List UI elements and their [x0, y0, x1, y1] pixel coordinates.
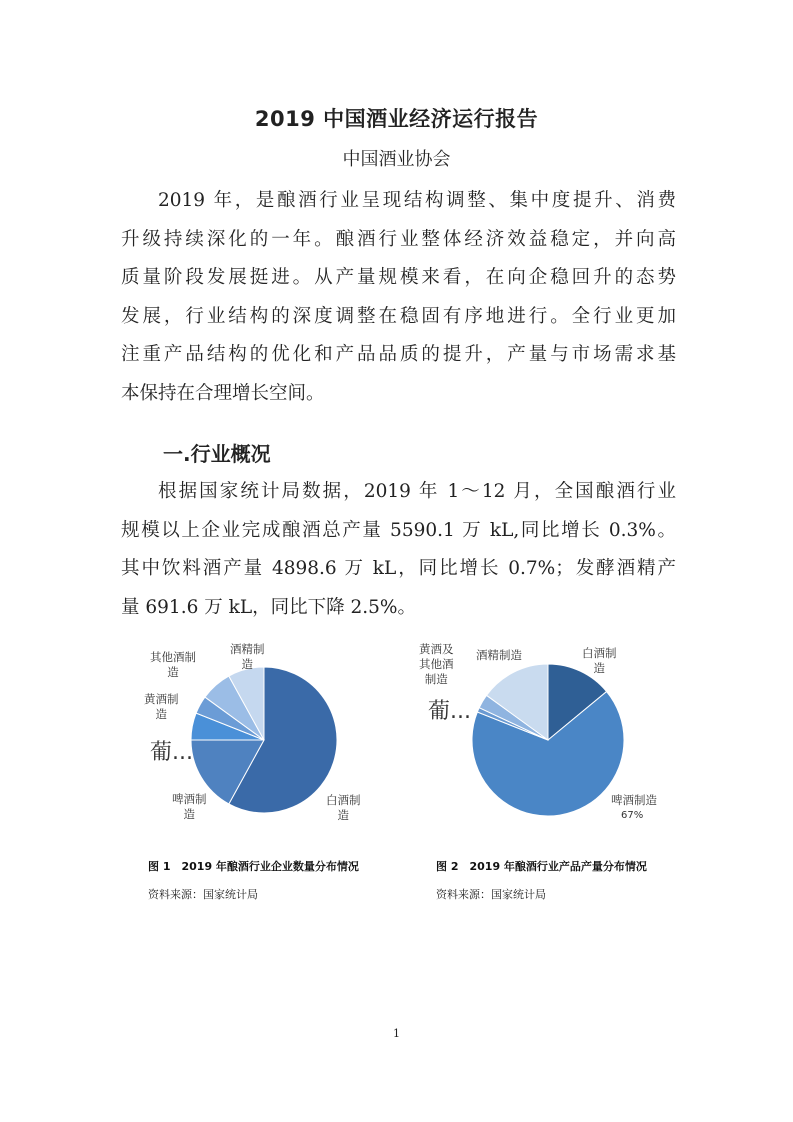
text-line: 2019 年，是酿酒行业呈现结构调整、集中度提升、消费: [158, 190, 676, 211]
pie-label-baijiu: 白酒制 造: [582, 646, 617, 675]
text-line: 量 691.6 万 kL，同比下降 2.5%。: [121, 596, 416, 618]
pie-label-alcohol: 酒精制 造: [230, 642, 265, 671]
section-heading: 一.行业概况: [163, 442, 271, 466]
pie-label-baijiu: 白酒制 造: [326, 793, 361, 822]
pie-label-beer-pct: 67%: [621, 810, 644, 821]
pie-label-huangjiu: 黄酒制 造: [144, 692, 179, 721]
pie-label-beer: 啤酒制造: [611, 793, 657, 807]
figure-caption: 图 2 2019 年酿酒行业产品产量分布情况: [436, 860, 647, 873]
intro-paragraph: [121, 182, 676, 413]
pie-label-alcohol: 酒精制造: [476, 648, 522, 662]
pie-label-other: 其他酒制 造: [150, 650, 196, 679]
figure-source: 资料来源：国家统计局: [436, 888, 546, 901]
text-line: 根据国家统计局数据，2019 年 1～12 月，全国酿酒行业: [158, 481, 676, 502]
pie-label-wine: 葡...: [428, 699, 471, 724]
figure-caption: 图 1 2019 年酿酒行业企业数量分布情况: [148, 860, 359, 873]
text-line: 其中饮料酒产量 4898.6 万 kL，同比增长 0.7%；发酵酒精产: [121, 558, 676, 579]
text-line: 规模以上企业完成酿酒总产量 5590.1 万 kL,同比增长 0.3%。: [121, 519, 676, 541]
text-line: 质量阶段发展挺进。从产量规模来看，在向企稳回升的态势: [121, 267, 676, 288]
pie-label-huangjiu-other: 黄酒及 其他酒 制造: [419, 642, 454, 686]
text-line: 注重产品结构的优化和产品品质的提升，产量与市场需求基: [121, 344, 676, 365]
document-author: 中国酒业协会: [342, 149, 451, 170]
section-paragraph: [121, 473, 676, 627]
pie-label-beer: 啤酒制 造: [172, 792, 207, 821]
pie-label-wine: 葡...: [150, 740, 193, 765]
figure-source: 资料来源：国家统计局: [148, 888, 258, 901]
document-title: 2019 中国酒业经济运行报告: [254, 107, 539, 131]
text-line: 本保持在合理增长空间。: [121, 382, 325, 404]
text-line: 升级持续深化的一年。酿酒行业整体经济效益稳定，并向高: [121, 228, 676, 250]
text-line: 发展，行业结构的深度调整在稳固有序地进行。全行业更加: [121, 305, 676, 327]
page-number: 1: [393, 1027, 400, 1040]
